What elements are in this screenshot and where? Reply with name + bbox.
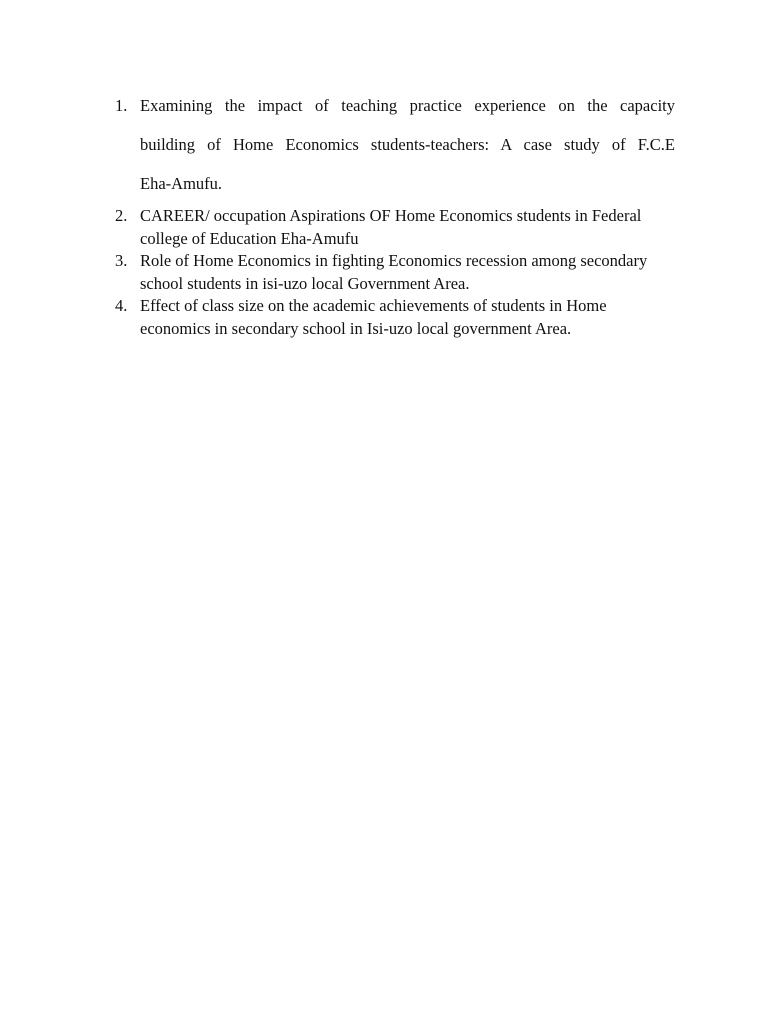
list-item-line: Examining the impact of teaching practice experience on the capacity xyxy=(140,96,675,115)
list-item-text: Role of Home Economics in fighting Economics recession among secondary school students in isi-uzo local Government Area. xyxy=(140,251,648,293)
list-item xyxy=(115,205,675,250)
list-item xyxy=(115,295,675,340)
list-item-number: 4. xyxy=(115,296,128,315)
list-item-number: 3. xyxy=(115,251,128,270)
list-item-text: CAREER/ occupation Aspirations OF Home Economics students in Federal college of Education Eha-Amufu xyxy=(140,206,642,248)
list-item-line: building of Home Economics students-teachers: A case study of F.C.E xyxy=(140,135,675,154)
list-item-line: Eha-Amufu. xyxy=(140,174,223,193)
list-item-number: 1. xyxy=(115,96,128,115)
list-item-text: Effect of class size on the academic achievements of students in Home economics in secondary school in Isi-uzo local government Area. xyxy=(140,296,607,338)
list-item xyxy=(115,250,675,295)
list-item-text xyxy=(140,86,675,203)
list-item xyxy=(115,86,675,203)
list-item-number: 2. xyxy=(115,206,128,225)
topic-list xyxy=(115,86,675,340)
